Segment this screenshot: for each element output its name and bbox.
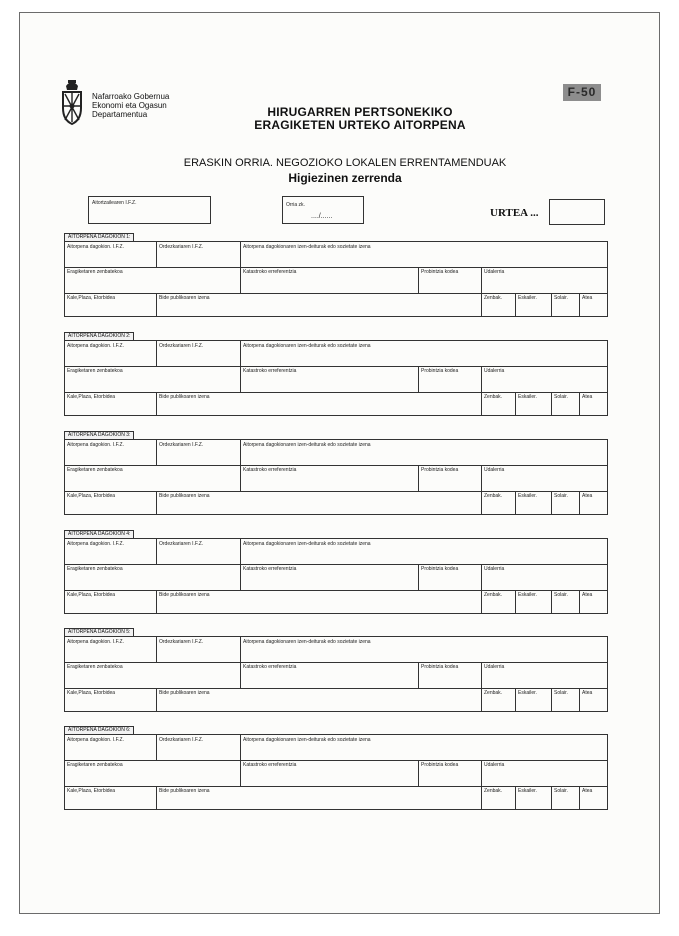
page-subtitle-2: Higiezinen zerrenda: [288, 171, 402, 185]
street-name-label: Bide publikoaren izena: [159, 394, 210, 400]
section-row: [65, 590, 607, 613]
operations-amount-cell[interactable]: [65, 366, 240, 392]
nif-declared-label: Aitorpena dagokion. I.F.Z.: [67, 737, 124, 743]
cadastral-ref-cell[interactable]: [240, 465, 419, 491]
stairs-label: Eskailer.: [518, 690, 537, 696]
floor-cell[interactable]: [551, 491, 580, 514]
province-code-label: Probintzia kodea: [421, 762, 459, 768]
declared-entry-section: [64, 726, 608, 810]
stairs-cell[interactable]: [515, 293, 552, 316]
agency-line-1: Nafarroako Gobernua: [92, 92, 170, 101]
street-type-label: Kale,Plaza, Etorbidea: [67, 295, 116, 301]
province-code-cell[interactable]: [418, 564, 482, 590]
sheet-number-field[interactable]: [282, 196, 364, 224]
nif-representative-cell[interactable]: [156, 637, 241, 662]
cadastral-ref-cell[interactable]: [240, 760, 419, 786]
street-type-label: Kale,Plaza, Etorbidea: [67, 690, 116, 696]
municipality-label: Udalerria: [484, 566, 505, 572]
street-type-label: Kale,Plaza, Etorbidea: [67, 493, 116, 499]
number-label: Zenbak.: [484, 295, 503, 301]
declared-name-cell[interactable]: [240, 341, 608, 366]
province-code-label: Probintzia kodea: [421, 368, 459, 374]
number-cell[interactable]: [481, 491, 516, 514]
province-code-cell[interactable]: [418, 662, 482, 688]
sheet-number-label: Orria zk.: [286, 202, 305, 208]
province-code-label: Probintzia kodea: [421, 269, 459, 275]
floor-label: Solair.: [554, 394, 568, 400]
nif-representative-label: Ordezkariaren I.F.Z.: [159, 639, 204, 645]
navarre-coat-of-arms-icon: [60, 76, 84, 126]
nif-declared-cell[interactable]: [65, 440, 156, 465]
section-row: [65, 267, 607, 294]
cadastral-ref-label: Katastroko erreferentzia: [243, 368, 297, 374]
section-row: [65, 242, 607, 268]
section-row: [65, 341, 607, 367]
declared-name-cell[interactable]: [240, 440, 608, 465]
street-type-cell[interactable]: [65, 590, 156, 613]
municipality-cell[interactable]: [481, 760, 608, 786]
municipality-cell[interactable]: [481, 366, 608, 392]
section-row: [65, 786, 607, 809]
street-name-cell[interactable]: [156, 392, 482, 415]
section-row: [65, 637, 607, 663]
declared-name-label: Aitorpena dagokionaren izen-deiturak edo sozietate izena: [243, 343, 371, 349]
year-field[interactable]: [549, 199, 605, 225]
operations-amount-label: Eragiketaren zenbatekoa: [67, 762, 123, 768]
door-label: Atea: [582, 493, 593, 499]
stairs-label: Eskailer.: [518, 788, 537, 794]
cadastral-ref-label: Katastroko erreferentzia: [243, 269, 297, 275]
stairs-label: Eskailer.: [518, 394, 537, 400]
section-grid: [64, 439, 608, 515]
agency-line-2: Ekonomi eta Ogasun: [92, 101, 167, 110]
year-label: URTEA ...: [490, 207, 539, 219]
form-title-line-2: ERAGIKETEN URTEKO AITORPENA: [254, 118, 466, 132]
province-code-cell[interactable]: [418, 366, 482, 392]
door-label: Atea: [582, 788, 593, 794]
municipality-label: Udalerria: [484, 664, 505, 670]
door-label: Atea: [582, 690, 593, 696]
declared-entry-section: [64, 431, 608, 515]
operations-amount-label: Eragiketaren zenbatekoa: [67, 368, 123, 374]
nif-declared-cell[interactable]: [65, 637, 156, 662]
municipality-label: Udalerria: [484, 467, 505, 473]
street-name-label: Bide publikoaren izena: [159, 788, 210, 794]
operations-amount-label: Eragiketaren zenbatekoa: [67, 467, 123, 473]
street-type-cell[interactable]: [65, 392, 156, 415]
province-code-label: Probintzia kodea: [421, 664, 459, 670]
section-row: [65, 735, 607, 761]
province-code-cell[interactable]: [418, 267, 482, 293]
floor-label: Solair.: [554, 493, 568, 499]
section-row: [65, 564, 607, 591]
floor-label: Solair.: [554, 690, 568, 696]
section-grid: [64, 734, 608, 810]
number-cell[interactable]: [481, 293, 516, 316]
stairs-label: Eskailer.: [518, 295, 537, 301]
cadastral-ref-label: Katastroko erreferentzia: [243, 467, 297, 473]
number-cell[interactable]: [481, 786, 516, 809]
section-header: AITORPENA DAGOKION 6:: [64, 726, 134, 735]
street-type-label: Kale,Plaza, Etorbidea: [67, 592, 116, 598]
door-cell[interactable]: [579, 786, 608, 809]
nif-declared-label: Aitorpena dagokion. I.F.Z.: [67, 541, 124, 547]
declared-name-label: Aitorpena dagokionaren izen-deiturak edo sozietate izena: [243, 737, 371, 743]
number-label: Zenbak.: [484, 394, 503, 400]
declared-name-cell[interactable]: [240, 637, 608, 662]
declared-name-cell[interactable]: [240, 242, 608, 267]
municipality-label: Udalerria: [484, 368, 505, 374]
municipality-cell[interactable]: [481, 465, 608, 491]
street-type-cell[interactable]: [65, 491, 156, 514]
operations-amount-label: Eragiketaren zenbatekoa: [67, 566, 123, 572]
stairs-cell[interactable]: [515, 688, 552, 711]
number-label: Zenbak.: [484, 493, 503, 499]
declarant-nif-label: Aitortzailearen I.F.Z.: [92, 200, 137, 206]
floor-label: Solair.: [554, 788, 568, 794]
section-grid: [64, 636, 608, 712]
nif-representative-label: Ordezkariaren I.F.Z.: [159, 244, 204, 250]
door-cell[interactable]: [579, 293, 608, 316]
floor-cell[interactable]: [551, 688, 580, 711]
cadastral-ref-label: Katastroko erreferentzia: [243, 664, 297, 670]
number-cell[interactable]: [481, 688, 516, 711]
province-code-cell[interactable]: [418, 465, 482, 491]
street-name-cell[interactable]: [156, 491, 482, 514]
section-row: [65, 760, 607, 787]
operations-amount-cell[interactable]: [65, 760, 240, 786]
nif-declared-label: Aitorpena dagokion. I.F.Z.: [67, 639, 124, 645]
nif-representative-cell[interactable]: [156, 242, 241, 267]
door-cell[interactable]: [579, 590, 608, 613]
cadastral-ref-label: Katastroko erreferentzia: [243, 762, 297, 768]
operations-amount-cell[interactable]: [65, 465, 240, 491]
nif-declared-label: Aitorpena dagokion. I.F.Z.: [67, 442, 124, 448]
nif-declared-cell[interactable]: [65, 242, 156, 267]
cadastral-ref-cell[interactable]: [240, 267, 419, 293]
municipality-label: Udalerria: [484, 762, 505, 768]
section-row: [65, 366, 607, 393]
street-name-label: Bide publikoaren izena: [159, 295, 210, 301]
province-code-label: Probintzia kodea: [421, 467, 459, 473]
declared-entry-section: [64, 530, 608, 614]
street-name-cell[interactable]: [156, 786, 482, 809]
floor-cell[interactable]: [551, 590, 580, 613]
agency-name: [92, 92, 169, 119]
declared-name-label: Aitorpena dagokionaren izen-deiturak edo sozietate izena: [243, 541, 371, 547]
floor-cell[interactable]: [551, 293, 580, 316]
section-grid: [64, 241, 608, 317]
number-label: Zenbak.: [484, 592, 503, 598]
municipality-cell[interactable]: [481, 267, 608, 293]
stairs-label: Eskailer.: [518, 592, 537, 598]
stairs-cell[interactable]: [515, 392, 552, 415]
section-row: [65, 392, 607, 415]
door-label: Atea: [582, 592, 593, 598]
section-row: [65, 539, 607, 565]
door-cell[interactable]: [579, 392, 608, 415]
page-subtitle: ERASKIN ORRIA. NEGOZIOKO LOKALEN ERRENTAMENDUAK: [183, 157, 507, 169]
door-cell[interactable]: [579, 688, 608, 711]
nif-declared-cell[interactable]: [65, 735, 156, 760]
section-header: AITORPENA DAGOKION 1:: [64, 233, 134, 242]
nif-representative-label: Ordezkariaren I.F.Z.: [159, 737, 204, 743]
section-header: AITORPENA DAGOKION 5:: [64, 628, 134, 637]
nif-declared-label: Aitorpena dagokion. I.F.Z.: [67, 343, 124, 349]
door-label: Atea: [582, 295, 593, 301]
section-grid: [64, 538, 608, 614]
stairs-cell[interactable]: [515, 491, 552, 514]
street-type-cell[interactable]: [65, 293, 156, 316]
street-type-label: Kale,Plaza, Etorbidea: [67, 394, 116, 400]
stairs-cell[interactable]: [515, 590, 552, 613]
section-header: AITORPENA DAGOKION 3:: [64, 431, 134, 440]
street-type-label: Kale,Plaza, Etorbidea: [67, 788, 116, 794]
street-type-cell[interactable]: [65, 786, 156, 809]
sheet-number-value: ..../......: [311, 213, 333, 220]
nif-representative-label: Ordezkariaren I.F.Z.: [159, 442, 204, 448]
cadastral-ref-label: Katastroko erreferentzia: [243, 566, 297, 572]
operations-amount-label: Eragiketaren zenbatekoa: [67, 664, 123, 670]
nif-declared-label: Aitorpena dagokion. I.F.Z.: [67, 244, 124, 250]
province-code-label: Probintzia kodea: [421, 566, 459, 572]
province-code-cell[interactable]: [418, 760, 482, 786]
section-header: AITORPENA DAGOKION 2:: [64, 332, 134, 341]
declared-entry-section: [64, 332, 608, 416]
nif-representative-cell[interactable]: [156, 735, 241, 760]
cadastral-ref-cell[interactable]: [240, 366, 419, 392]
form-title: [250, 106, 470, 132]
nif-representative-label: Ordezkariaren I.F.Z.: [159, 343, 204, 349]
nif-declared-cell[interactable]: [65, 341, 156, 366]
nif-representative-label: Ordezkariaren I.F.Z.: [159, 541, 204, 547]
declarant-nif-field[interactable]: [88, 196, 211, 224]
section-grid: [64, 340, 608, 416]
street-name-label: Bide publikoaren izena: [159, 690, 210, 696]
declared-entry-section: [64, 233, 608, 317]
stairs-label: Eskailer.: [518, 493, 537, 499]
nif-representative-cell[interactable]: [156, 440, 241, 465]
stairs-cell[interactable]: [515, 786, 552, 809]
nif-representative-cell[interactable]: [156, 539, 241, 564]
operations-amount-cell[interactable]: [65, 564, 240, 590]
declared-name-label: Aitorpena dagokionaren izen-deiturak edo sozietate izena: [243, 442, 371, 448]
section-row: [65, 688, 607, 711]
door-cell[interactable]: [579, 491, 608, 514]
municipality-cell[interactable]: [481, 662, 608, 688]
nif-representative-cell[interactable]: [156, 341, 241, 366]
floor-label: Solair.: [554, 592, 568, 598]
street-name-cell[interactable]: [156, 688, 482, 711]
section-row: [65, 440, 607, 466]
operations-amount-label: Eragiketaren zenbatekoa: [67, 269, 123, 275]
municipality-label: Udalerria: [484, 269, 505, 275]
number-cell[interactable]: [481, 590, 516, 613]
section-row: [65, 491, 607, 514]
street-name-label: Bide publikoaren izena: [159, 493, 210, 499]
agency-line-3: Departamentua: [92, 110, 148, 119]
section-row: [65, 662, 607, 689]
declared-entry-section: [64, 628, 608, 712]
declared-name-cell[interactable]: [240, 539, 608, 564]
form-title-line-1: HIRUGARREN PERTSONEKIKO: [267, 105, 453, 119]
number-cell[interactable]: [481, 392, 516, 415]
section-header: AITORPENA DAGOKION 4:: [64, 530, 134, 539]
floor-cell[interactable]: [551, 786, 580, 809]
section-row: [65, 465, 607, 492]
floor-label: Solair.: [554, 295, 568, 301]
operations-amount-cell[interactable]: [65, 662, 240, 688]
number-label: Zenbak.: [484, 788, 503, 794]
street-type-cell[interactable]: [65, 688, 156, 711]
section-row: [65, 293, 607, 316]
municipality-cell[interactable]: [481, 564, 608, 590]
door-label: Atea: [582, 394, 593, 400]
nif-declared-cell[interactable]: [65, 539, 156, 564]
operations-amount-cell[interactable]: [65, 267, 240, 293]
street-name-label: Bide publikoaren izena: [159, 592, 210, 598]
number-label: Zenbak.: [484, 690, 503, 696]
declared-name-cell[interactable]: [240, 735, 608, 760]
form-code-badge: F-50: [563, 84, 601, 101]
declared-name-label: Aitorpena dagokionaren izen-deiturak edo sozietate izena: [243, 639, 371, 645]
declared-name-label: Aitorpena dagokionaren izen-deiturak edo sozietate izena: [243, 244, 371, 250]
cadastral-ref-cell[interactable]: [240, 662, 419, 688]
street-name-cell[interactable]: [156, 590, 482, 613]
cadastral-ref-cell[interactable]: [240, 564, 419, 590]
floor-cell[interactable]: [551, 392, 580, 415]
street-name-cell[interactable]: [156, 293, 482, 316]
